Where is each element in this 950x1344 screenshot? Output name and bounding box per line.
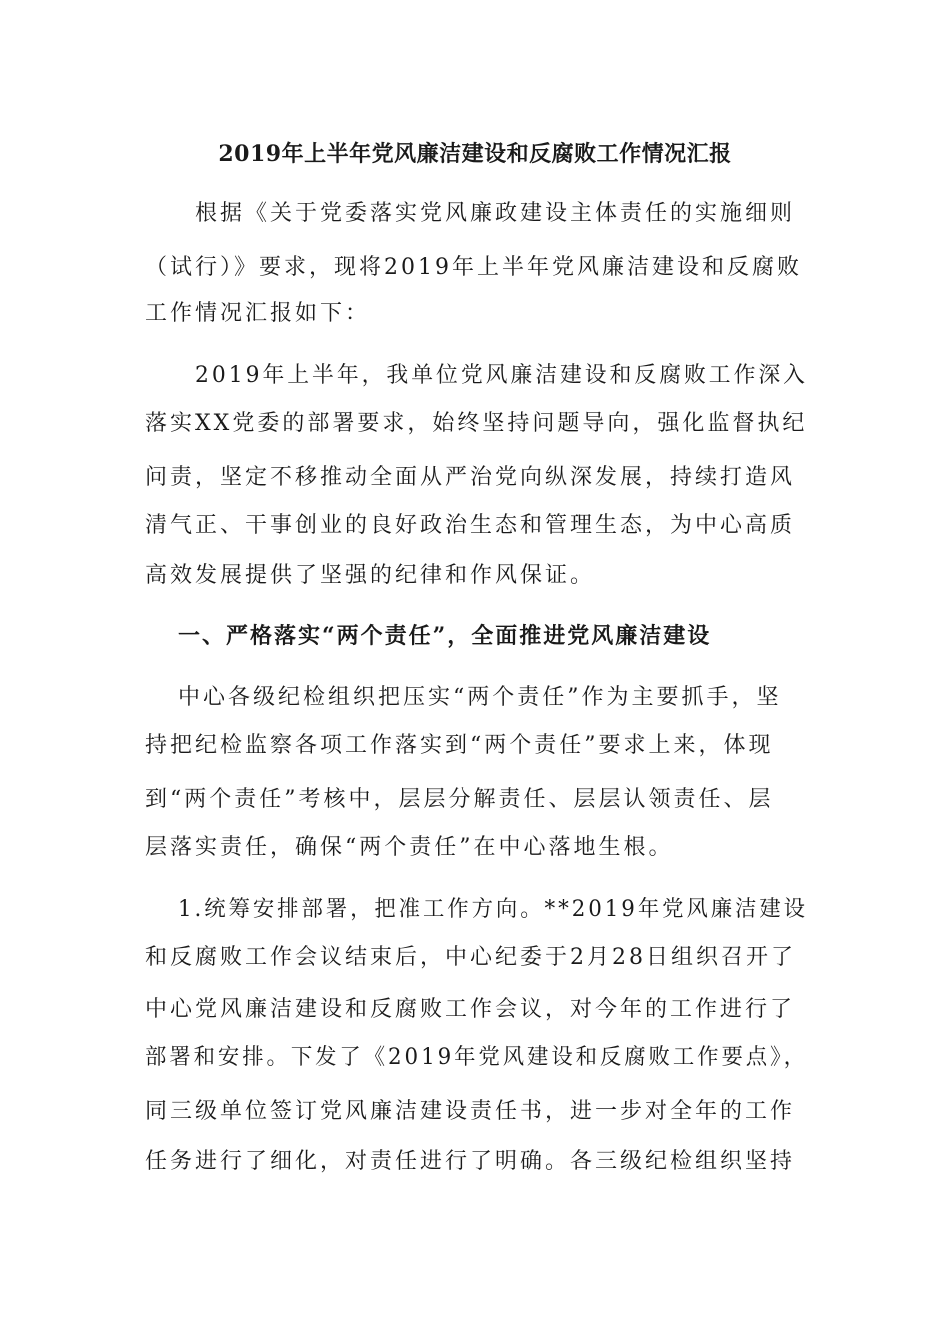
document-title: 2019年上半年党风廉洁建设和反腐败工作情况汇报 <box>218 141 732 167</box>
overview-line-2: 落实XX党委的部署要求，始终坚持问题导向，强化监督执纪 <box>145 411 808 436</box>
item1-line-1: 1.统筹安排部署，把准工作方向。**2019年党风廉洁建设 <box>178 897 808 922</box>
item1-line-2: 和反腐败工作会议结束后，中心纪委于2月28日组织召开了 <box>145 945 796 970</box>
section1-line-1: 中心各级纪检组织把压实“两个责任”作为主要抓手，坚 <box>178 685 782 710</box>
overview-line-5: 高效发展提供了坚强的纪律和作风保证。 <box>145 563 596 588</box>
section1-line-2: 持把纪检监察各项工作落实到“两个责任”要求上来，体现 <box>145 733 774 758</box>
item1-line-4: 部署和安排。下发了《2019年党风建设和反腐败工作要点》， <box>145 1045 808 1070</box>
overview-line-4: 清气正、干事创业的良好政治生态和管理生态，为中心高质 <box>145 513 796 538</box>
intro-line-3: 工作情况汇报如下： <box>145 301 371 326</box>
section1-line-3: 到“两个责任”考核中，层层分解责任、层层认领责任、层 <box>145 787 774 812</box>
overview-line-3: 问责，坚定不移推动全面从严治党向纵深发展，持续打造风 <box>145 465 796 490</box>
item1-line-5: 同三级单位签订党风廉洁建设责任书，进一步对全年的工作 <box>145 1099 796 1124</box>
section1-line-4: 层落实责任，确保“两个责任”在中心落地生根。 <box>145 835 674 860</box>
item1-line-6: 任务进行了细化，对责任进行了明确。各三级纪检组织坚持 <box>145 1149 796 1174</box>
item1-line-3: 中心党风廉洁建设和反腐败工作会议，对今年的工作进行了 <box>145 997 796 1022</box>
intro-line-2: （试行）》要求，现将2019年上半年党风廉洁建设和反腐败 <box>145 255 802 280</box>
overview-line-1: 2019年上半年，我单位党风廉洁建设和反腐败工作深入 <box>195 363 808 388</box>
intro-line-1: 根据《关于党委落实党风廉政建设主体责任的实施细则 <box>195 201 796 226</box>
section-heading-1: 一、严格落实“两个责任”，全面推进党风廉洁建设 <box>178 623 712 649</box>
